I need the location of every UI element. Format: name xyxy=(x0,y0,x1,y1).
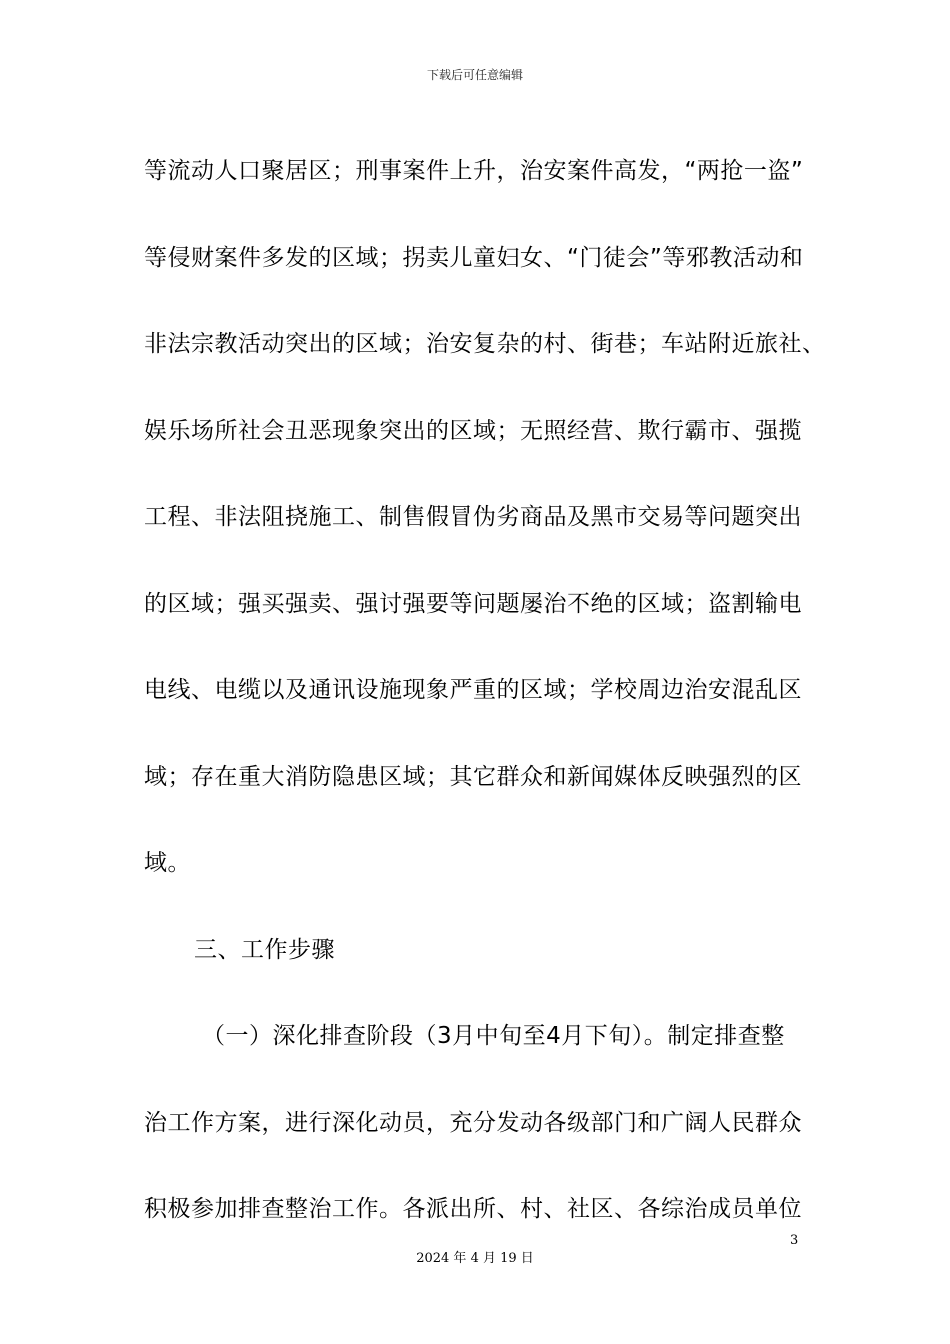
body-line: 工程、非法阻挠施工、制售假冒伪劣商品及黑市交易等问题突出 xyxy=(144,504,802,530)
body-line: 域。 xyxy=(144,850,191,876)
body-line: 非法宗教活动突出的区域；治安复杂的村、街巷；车站附近旅社、 xyxy=(144,331,826,357)
body-line: 电线、电缆以及通讯设施现象严重的区域；学校周边治安混乱区 xyxy=(144,677,802,703)
body-line: 等流动人口聚居区；刑事案件上升，治安案件高发，“两抢一盗” xyxy=(144,158,804,184)
document-body xyxy=(144,128,826,1253)
page-number: 3 xyxy=(790,1233,799,1248)
header-note: 下载后可任意编辑 xyxy=(426,68,523,82)
body-line: 等侵财案件多发的区域；拐卖儿童妇女、“门徒会”等邪教活动和 xyxy=(144,244,804,271)
section-heading: 三、工作步骤 xyxy=(194,936,335,963)
body-line: 域；存在重大消防隐患区域；其它群众和新闻媒体反映强烈的区 xyxy=(144,763,802,790)
body-line: 娱乐场所社会丑恶现象突出的区域；无照经营、欺行霸市、强揽 xyxy=(144,417,802,444)
body-line: （一）深化排查阶段（3月中旬至4月下旬）。制定排查整 xyxy=(202,1023,785,1049)
body-line: 积极参加排查整治工作。各派出所、村、社区、各综治成员单位 xyxy=(144,1196,802,1222)
body-line: 的区域；强买强卖、强讨强要等问题屡治不绝的区域；盗割输电 xyxy=(144,590,802,617)
footer-date: 2024 年 4 月 19 日 xyxy=(416,1251,534,1266)
body-line: 治工作方案，进行深化动员，充分发动各级部门和广阔人民群众 xyxy=(144,1109,802,1136)
